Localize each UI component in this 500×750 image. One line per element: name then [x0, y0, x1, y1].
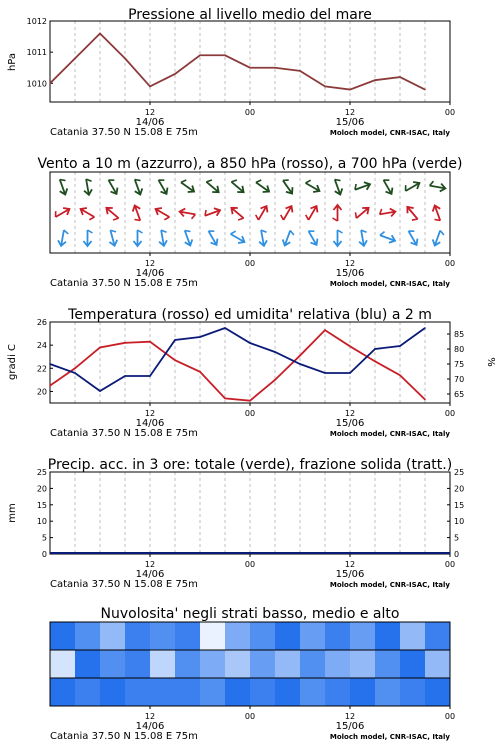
temperature-point — [99, 347, 101, 349]
x-tick-label: 12 — [144, 712, 156, 721]
humidity-point — [199, 336, 201, 338]
x-tick-label: 12 — [144, 560, 156, 569]
wind-10m-barb — [257, 229, 269, 246]
pressure-point — [224, 54, 226, 56]
x-tick-label: 12 — [344, 712, 356, 721]
wind-850-barb — [153, 206, 171, 222]
y2-tick-label: 70 — [454, 375, 465, 384]
date-label: 15/06 — [335, 268, 365, 279]
cloud-cell — [150, 678, 176, 706]
y2-tick-label: 75 — [454, 360, 465, 369]
y2-tick-label: 10 — [454, 517, 465, 527]
humidity-point — [174, 339, 176, 341]
wind-850-barb — [404, 204, 421, 222]
cloud-cell — [375, 622, 401, 650]
y2-tick-label: 65 — [454, 390, 465, 399]
wind-700-barb — [331, 178, 345, 196]
cloud-cell — [275, 678, 301, 706]
wind-850-barb — [203, 206, 221, 220]
wind-10m-barb — [379, 231, 397, 245]
location-label: Catania 37.50 N 15.08 E 75m — [50, 731, 198, 742]
x-tick-label: 12 — [344, 560, 356, 569]
wind-10m-barb — [405, 229, 421, 247]
location-label: Catania 37.50 N 15.08 E 75m — [50, 428, 198, 439]
wind-700-barb — [380, 178, 396, 196]
date-label: 14/06 — [135, 721, 165, 732]
wind-10m-barb — [84, 230, 93, 246]
humidity-point — [49, 363, 51, 365]
cloud-cell — [225, 622, 251, 650]
wind-700-barb — [403, 179, 421, 195]
x-tick-label: 00 — [244, 560, 256, 569]
y-axis-label: hPa — [7, 52, 18, 72]
cloud-cell — [425, 650, 451, 678]
y2-tick-label: 15 — [454, 500, 465, 510]
wind-700-barb — [56, 178, 70, 196]
x-tick-label: 12 — [344, 409, 356, 418]
cloud-cell — [200, 650, 226, 678]
pressure-point — [374, 79, 376, 81]
pressure-point — [199, 54, 201, 56]
cloud-cell — [175, 622, 201, 650]
y2-tick-label: 25 — [454, 468, 465, 477]
wind-700-barb — [82, 178, 94, 195]
cloud-cell — [325, 622, 351, 650]
chart-title: Temperatura (rosso) ed umidita' relativa (blu) a 2 m — [68, 307, 432, 323]
y-tick-label: 0 — [41, 550, 47, 559]
pressure-line — [50, 33, 425, 89]
pressure-point — [349, 89, 351, 91]
wind-850-barb — [130, 204, 144, 222]
wind-700-barb — [131, 178, 145, 196]
wind-850-barb — [103, 205, 121, 222]
date-label: 14/06 — [135, 268, 165, 279]
wind-850-barb — [279, 204, 295, 222]
pressure-point — [324, 86, 326, 88]
wind-850-barb — [353, 204, 371, 221]
cloud-cell — [100, 622, 126, 650]
pressure-point — [249, 67, 251, 69]
x-tick-label: 00 — [444, 409, 456, 418]
cloud-cell — [100, 650, 126, 678]
cloud-cell — [250, 622, 276, 650]
temperature-line — [50, 330, 425, 401]
temperature-point — [124, 342, 126, 344]
cloud-cell — [150, 622, 176, 650]
wind-10m-barb — [205, 229, 221, 247]
wind-700-barb — [155, 178, 171, 196]
temperature-point — [274, 379, 276, 381]
y-tick-label: 20 — [36, 484, 47, 494]
cloud-cell — [225, 650, 251, 678]
pressure-point — [124, 58, 126, 60]
y-tick-label: 24 — [36, 341, 47, 351]
y2-tick-label: 80 — [454, 345, 465, 354]
y-tick-label: 26 — [36, 318, 47, 327]
humidity-point — [349, 372, 351, 374]
x-tick-label: 12 — [344, 259, 356, 268]
y2-tick-label: 5 — [454, 533, 460, 543]
wind-10m-barb — [57, 229, 69, 246]
cloud-cell — [200, 678, 226, 706]
pressure-point — [49, 83, 51, 85]
y2-axis-label: % — [485, 357, 496, 367]
y-tick-label: 20 — [36, 387, 47, 397]
wind-10m-barb — [107, 229, 120, 247]
pressure-point — [174, 73, 176, 75]
y-tick-label: 10 — [36, 517, 47, 527]
cloud-cell — [350, 650, 376, 678]
wind-10m-barb — [281, 229, 295, 247]
model-credit: Moloch model, CNR-ISAC, Italy — [329, 733, 450, 741]
humidity-point — [149, 375, 151, 377]
humidity-point — [424, 327, 426, 329]
wind-850-barb — [254, 204, 270, 222]
humidity-line — [50, 328, 425, 391]
wind-700-barb — [304, 179, 322, 195]
chart-title: Pressione al livello medio del mare — [128, 7, 372, 23]
wind-850-barb — [304, 204, 320, 222]
cloud-cell — [425, 622, 451, 650]
temperature-point — [374, 361, 376, 363]
wind-850-barb — [228, 205, 246, 222]
humidity-point — [274, 351, 276, 353]
temperature-point — [249, 400, 251, 402]
cloud-cell — [250, 678, 276, 706]
pressure-point — [149, 86, 151, 88]
date-label: 14/06 — [135, 569, 165, 580]
cloud-cell — [375, 678, 401, 706]
wind-10m-barb — [357, 229, 369, 246]
x-tick-label: 00 — [244, 108, 256, 117]
cloud-cell — [225, 678, 251, 706]
location-label: Catania 37.50 N 15.08 E 75m — [50, 579, 198, 590]
x-tick-label: 12 — [144, 409, 156, 418]
wind-850-barb — [379, 207, 396, 219]
x-tick-label: 12 — [144, 259, 156, 268]
wind-700-barb — [353, 180, 371, 194]
date-label: 14/06 — [135, 117, 165, 128]
y-axis-label: mm — [7, 503, 18, 523]
date-label: 15/06 — [335, 418, 365, 429]
cloud-cell — [325, 678, 351, 706]
temperature-point — [299, 355, 301, 357]
cloud-cell — [50, 650, 76, 678]
wind-10m-barb — [157, 229, 169, 246]
y2-tick-label: 85 — [454, 330, 465, 339]
y-tick-label: 1012 — [26, 17, 47, 26]
temperature-point — [324, 329, 326, 331]
x-tick-label: 00 — [444, 108, 456, 117]
cloud-cell — [275, 622, 301, 650]
x-tick-label: 00 — [444, 259, 456, 268]
cloud-cell — [125, 678, 151, 706]
y-axis-label: gradi C — [7, 344, 18, 380]
chart-title: Nuvolosita' negli strati basso, medio e alto — [100, 606, 400, 622]
humidity-point — [249, 342, 251, 344]
humidity-point — [99, 390, 101, 392]
cloud-cell — [175, 650, 201, 678]
wind-850-barb — [78, 206, 96, 222]
cloud-cell — [400, 678, 426, 706]
y-tick-label: 22 — [36, 364, 47, 374]
humidity-point — [299, 363, 301, 365]
temperature-point — [149, 341, 151, 343]
cloud-cell — [325, 650, 351, 678]
wind-700-barb — [179, 178, 197, 195]
model-credit: Moloch model, CNR-ISAC, Italy — [329, 280, 450, 288]
wind-700-barb — [105, 178, 121, 196]
cloud-cell — [125, 622, 151, 650]
wind-850-barb — [53, 205, 71, 221]
temperature-point — [224, 398, 226, 400]
pressure-point — [74, 58, 76, 60]
cloud-cell — [375, 650, 401, 678]
temperature-point — [199, 371, 201, 373]
cloud-cell — [400, 650, 426, 678]
location-label: Catania 37.50 N 15.08 E 75m — [50, 127, 198, 138]
cloud-cell — [300, 622, 326, 650]
pressure-point — [274, 67, 276, 69]
y2-tick-label: 20 — [454, 484, 465, 494]
y2-tick-label: 0 — [454, 550, 460, 559]
wind-700-barb — [254, 178, 272, 195]
x-tick-label: 00 — [444, 712, 456, 721]
location-label: Catania 37.50 N 15.08 E 75m — [50, 278, 198, 289]
cloud-cell — [250, 650, 276, 678]
cloud-cell — [75, 622, 101, 650]
cloud-cell — [200, 622, 226, 650]
x-tick-label: 00 — [244, 409, 256, 418]
wind-10m-barb — [305, 229, 321, 247]
wind-10m-barb — [229, 230, 247, 246]
wind-700-barb — [229, 178, 247, 195]
model-credit: Moloch model, CNR-ISAC, Italy — [329, 581, 450, 589]
temperature-point — [349, 346, 351, 348]
cloud-cell — [150, 650, 176, 678]
temperature-point — [74, 367, 76, 369]
pressure-point — [424, 89, 426, 91]
x-tick-label: 00 — [244, 712, 256, 721]
cloud-cell — [425, 678, 451, 706]
x-tick-label: 00 — [444, 560, 456, 569]
wind-10m-barb — [334, 230, 343, 246]
y-tick-label: 1010 — [26, 79, 47, 89]
pressure-point — [99, 33, 101, 35]
wind-850-barb — [430, 204, 444, 222]
wind-700-barb — [429, 181, 446, 193]
temperature-point — [399, 374, 401, 376]
wind-10m-barb — [431, 229, 445, 247]
cloud-cell — [50, 678, 76, 706]
cloud-cell — [350, 678, 376, 706]
wind-10m-barb — [181, 229, 195, 247]
chart-title: Precip. acc. in 3 ore: totale (verde), frazione solida (tratt.) — [47, 457, 453, 473]
date-label: 14/06 — [135, 418, 165, 429]
pressure-point — [299, 70, 301, 72]
date-label: 15/06 — [335, 569, 365, 580]
model-credit: Moloch model, CNR-ISAC, Italy — [329, 129, 450, 137]
cloud-cell — [125, 650, 151, 678]
model-credit: Moloch model, CNR-ISAC, Italy — [329, 430, 450, 438]
humidity-point — [74, 372, 76, 374]
chart-title: Vento a 10 m (azzurro), a 850 hPa (rosso), a 700 hPa (verde) — [37, 156, 463, 172]
date-label: 15/06 — [335, 117, 365, 128]
cloud-cell — [275, 650, 301, 678]
y-tick-label: 1011 — [26, 48, 47, 58]
humidity-point — [374, 348, 376, 350]
cloud-cell — [75, 678, 101, 706]
wind-700-barb — [204, 178, 222, 195]
humidity-point — [399, 345, 401, 347]
pressure-point — [399, 76, 401, 78]
x-tick-label: 12 — [144, 108, 156, 117]
wind-700-barb — [280, 178, 297, 196]
temperature-point — [424, 399, 426, 401]
wind-850-barb — [179, 208, 196, 220]
y-tick-label: 5 — [41, 533, 47, 543]
cloud-cell — [50, 622, 76, 650]
humidity-point — [224, 327, 226, 329]
humidity-point — [324, 372, 326, 374]
x-tick-label: 12 — [344, 108, 356, 117]
temperature-point — [49, 385, 51, 387]
cloud-cell — [175, 678, 201, 706]
cloud-cell — [350, 622, 376, 650]
wind-10m-barb — [134, 230, 143, 246]
date-label: 15/06 — [335, 721, 365, 732]
cloud-cell — [300, 678, 326, 706]
temperature-point — [174, 359, 176, 361]
cloud-cell — [100, 678, 126, 706]
wind-850-barb — [333, 205, 342, 221]
cloud-cell — [75, 650, 101, 678]
y-tick-label: 15 — [36, 500, 47, 510]
cloud-cell — [400, 622, 426, 650]
y-tick-label: 25 — [36, 468, 47, 477]
humidity-point — [124, 375, 126, 377]
cloud-cell — [300, 650, 326, 678]
x-tick-label: 00 — [244, 259, 256, 268]
